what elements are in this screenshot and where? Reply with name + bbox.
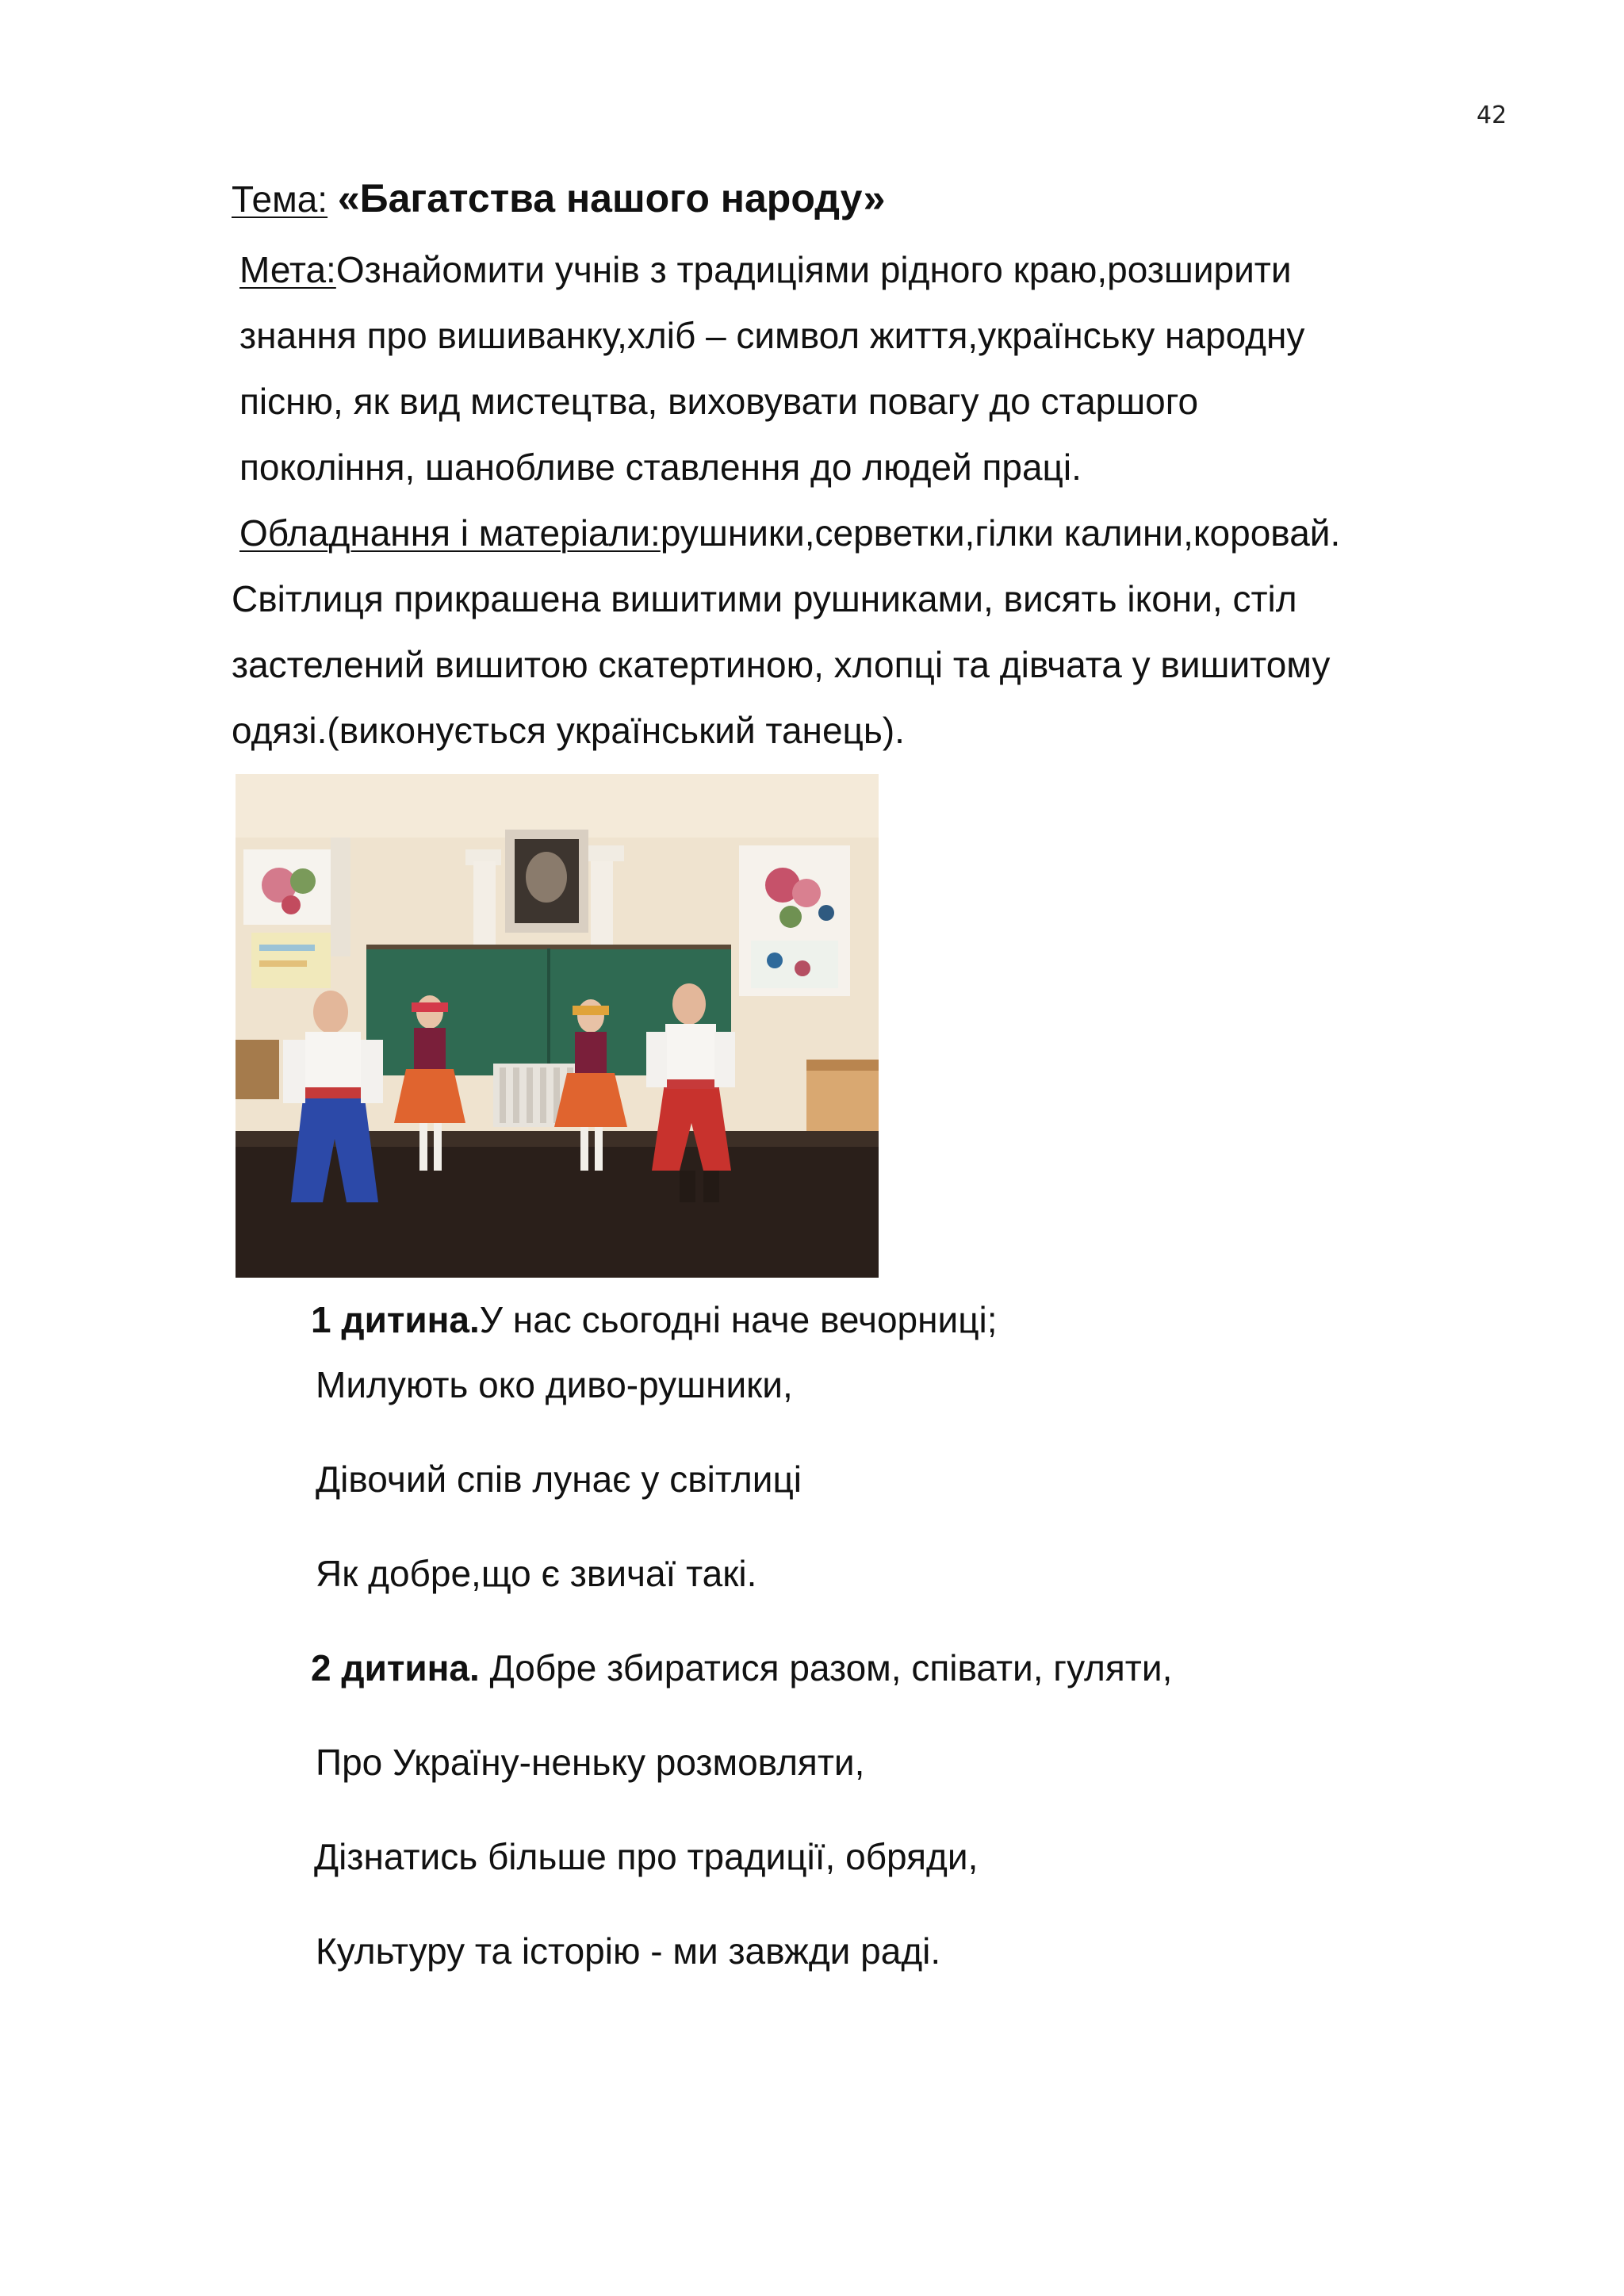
description-line-1: Світлиця прикрашена вишитими рушниками, висять ікони, стіл (232, 578, 1297, 619)
goal-line-3: пісню, як вид мистецтва, виховувати повагу до старшого (239, 381, 1199, 422)
verse-1-text-1: У нас сьогодні наче вечорниці; (479, 1299, 998, 1340)
equipment-line (239, 511, 1340, 555)
goal-text: Ознайомити учнів з традиціями рідного краю,розширити (335, 249, 1292, 290)
verse-2-line-4: Культуру та історію - ми завжди раді. (316, 1930, 941, 1972)
goal-line-4: покоління, шанобливе ставлення до людей праці. (239, 447, 1082, 488)
verse-2-text-1: Добре збиратися разом, співати, гуляти, (479, 1647, 1173, 1688)
topic-line (232, 176, 885, 221)
verse-2-line-3: Дізнатись більше про традиції, обряди, (314, 1836, 979, 1877)
goal-line-1 (239, 247, 1292, 292)
page-title: «Багатства нашого народу» (337, 176, 886, 220)
equipment-label: Обладнання і матеріали: (239, 512, 661, 554)
goal-label: Мета: (239, 249, 336, 290)
verse-2-line-2: Про Україну-неньку розмовляти, (316, 1742, 865, 1783)
equipment-text: рушники,серветки,гілки калини,коровай. (660, 512, 1341, 554)
verse-2-line-1 (311, 1646, 1172, 1690)
verse-1-line-2: Милують око диво-рушники, (316, 1364, 793, 1405)
page-number: 42 (1477, 102, 1507, 129)
verse-1-line-1 (311, 1297, 998, 1342)
classroom-dance-photo (236, 774, 879, 1278)
verse-1-line-3: Дівочий спів лунає у світлиці (316, 1458, 802, 1500)
speaker-2-label: 2 дитина. (311, 1647, 480, 1688)
verse-1-line-4: Як добре,що є звичаї такі. (316, 1553, 757, 1594)
description-line-3: одязі.(виконується український танець). (232, 710, 905, 751)
speaker-1-label: 1 дитина. (311, 1299, 480, 1340)
goal-line-2: знання про вишиванку,хліб – символ життя,українську народну (239, 315, 1305, 356)
topic-label: Тема: (232, 178, 328, 220)
description-line-2: застелений вишитою скатертиною, хлопці та дівчата у вишитому (232, 644, 1331, 685)
